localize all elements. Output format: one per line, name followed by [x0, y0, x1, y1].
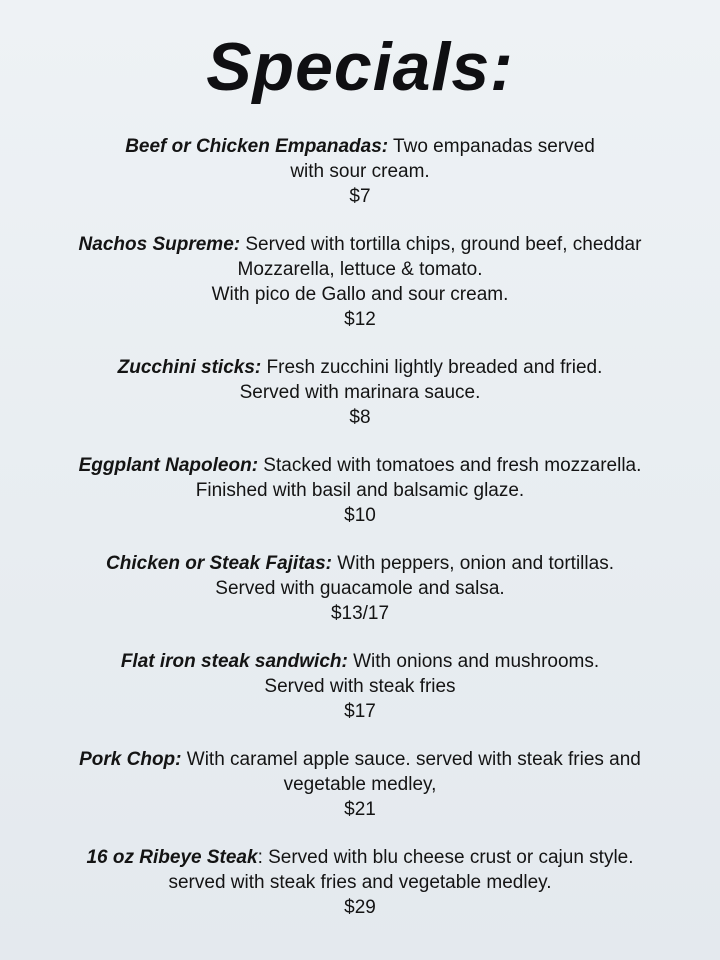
item-desc: With pico de Gallo and sour cream. [211, 284, 509, 305]
item-desc: With onions and mushrooms. [347, 651, 600, 672]
item-first-line [0, 355, 720, 380]
item-desc: Fresh zucchini lightly breaded and fried. [261, 357, 603, 378]
item-first-line [0, 747, 720, 772]
item-desc: With peppers, onion and tortillas. [331, 553, 614, 574]
menu-item-fajitas [0, 551, 720, 626]
item-desc: Served with tortilla chips, ground beef, cheddar [240, 234, 642, 255]
item-first-line [0, 551, 720, 576]
item-price: $13/17 [330, 603, 390, 624]
item-name: Beef or Chicken Empanadas: [125, 136, 389, 157]
item-desc: Finished with basil and balsamic glaze. [195, 480, 525, 501]
item-name: Zucchini sticks: [117, 357, 262, 378]
item-name: Flat iron steak sandwich: [120, 651, 348, 672]
menu-item-pork-chop [0, 747, 720, 822]
item-desc: Mozzarella, lettuce & tomato. [237, 259, 483, 280]
item-first-line [0, 845, 720, 870]
item-desc: With caramel apple sauce. served with steak fries and [181, 749, 641, 770]
menu-item-ribeye [0, 845, 720, 920]
item-first-line [0, 649, 720, 674]
item-desc: Two empanadas served [388, 136, 595, 157]
item-price: $29 [344, 897, 376, 918]
page-title: Specials: [206, 29, 514, 105]
item-first-line [0, 134, 720, 159]
item-desc: Stacked with tomatoes and fresh mozzarella. [258, 455, 642, 476]
item-desc: Served with marinara sauce. [239, 382, 481, 403]
menu-item-nachos [0, 232, 720, 332]
menu-item-empanadas [0, 134, 720, 209]
item-desc: Served with guacamole and salsa. [215, 578, 505, 599]
item-price: $21 [344, 799, 376, 820]
item-desc: with sour cream. [290, 161, 430, 182]
item-name: Nachos Supreme: [78, 234, 241, 255]
item-price: $17 [344, 701, 376, 722]
menu-item-eggplant [0, 453, 720, 528]
item-name: 16 oz Ribeye Steak [86, 847, 258, 868]
item-price: $10 [344, 505, 376, 526]
item-name: Pork Chop: [79, 749, 182, 770]
item-price: $12 [344, 309, 376, 330]
item-first-line [0, 232, 720, 257]
specials-list [0, 134, 720, 943]
item-name: Chicken or Steak Fajitas: [106, 553, 332, 574]
item-name: Eggplant Napoleon: [78, 455, 259, 476]
item-price: $7 [349, 186, 371, 207]
item-desc: : Served with blu cheese crust or cajun style. [257, 847, 634, 868]
item-desc: vegetable medley, [283, 774, 437, 795]
item-price: $8 [349, 407, 371, 428]
item-first-line [0, 453, 720, 478]
item-desc: Served with steak fries [264, 676, 456, 697]
item-desc: served with steak fries and vegetable medley. [168, 872, 552, 893]
menu-item-zucchini [0, 355, 720, 430]
menu-item-steak-sandwich [0, 649, 720, 724]
